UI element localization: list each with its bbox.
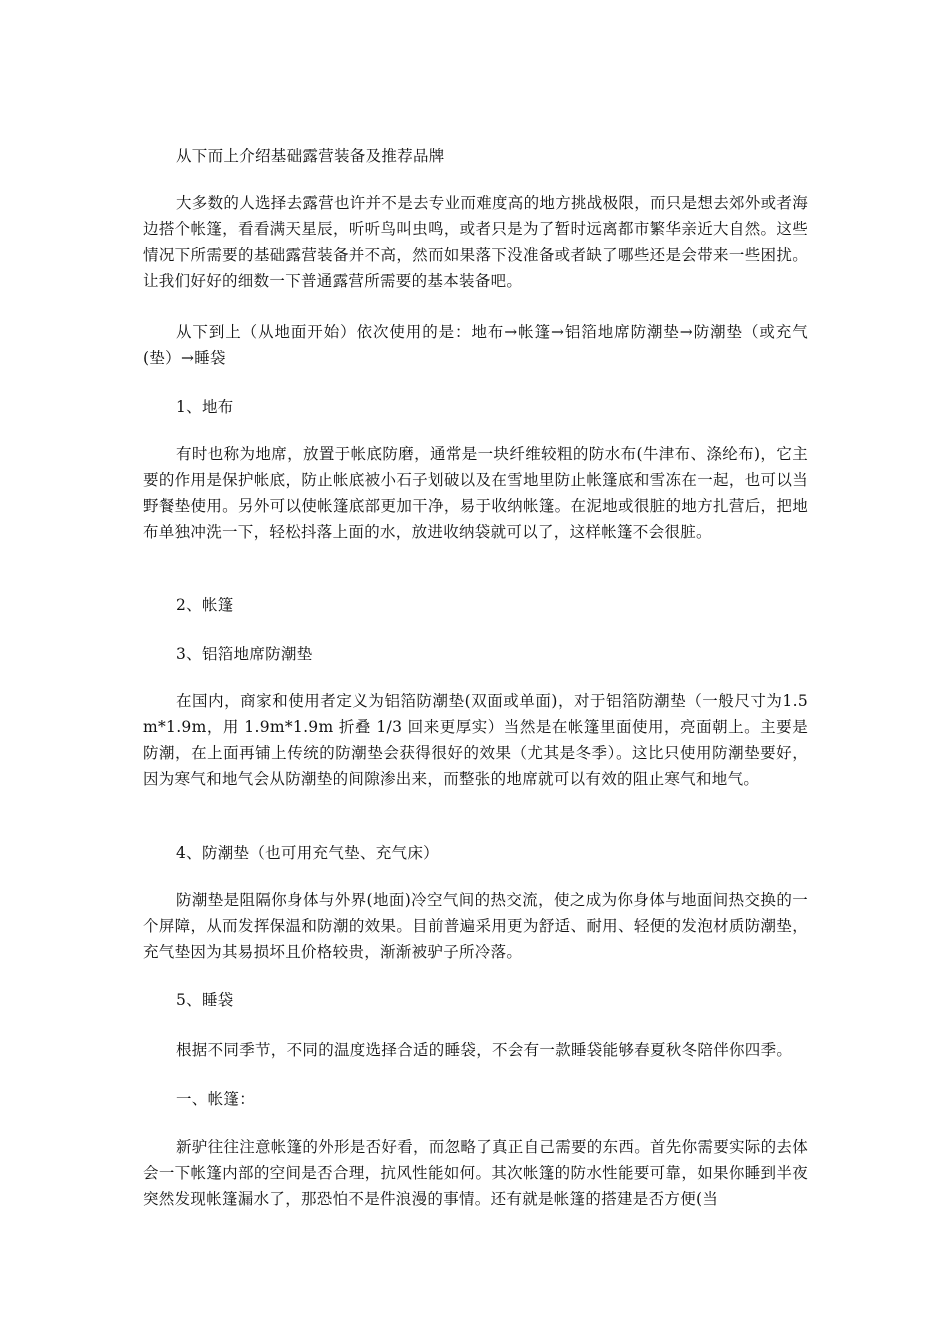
paragraph-moisture-pad: 防潮垫是阻隔你身体与外界(地面)冷空气间的热交流，使之成为你身体与地面间热交换的一个屏障，从而发挥保温和防潮的效果。目前普遍采用更为舒适、耐用、轻便的发泡材质防潮垫，充气垫因为其易损坏且价格较贵，渐渐被驴子所冷落。 xyxy=(143,891,808,961)
heading-tent: 2、帐篷 xyxy=(176,596,234,614)
paragraph-intro: 大多数的人选择去露营也许并不是去专业而难度高的地方挑战极限，而只是想去郊外或者海边搭个帐篷，看看满天星辰，听听鸟叫虫鸣，或者只是为了暂时远离都市繁华亲近大自然。这些情况下所需要的基础露营装备并不高，然而如果落下没准备或者缺了哪些还是会带来一些困扰。让我们好好的细数一下普通露营所需要的基本装备吧。 xyxy=(143,194,809,290)
paragraph-order: 从下到上（从地面开始）依次使用的是：地布→帐篷→铝箔地席防潮垫→防潮垫（或充气(垫）→睡袋 xyxy=(143,323,808,367)
paragraph-sleeping-bag: 根据不同季节，不同的温度选择合适的睡袋，不会有一款睡袋能够春夏秋冬陪伴你四季。 xyxy=(176,1041,793,1059)
document-title: 从下而上介绍基础露营装备及推荐品牌 xyxy=(176,147,445,165)
heading-section-tent: 一、帐篷： xyxy=(176,1090,256,1108)
paragraph-section-tent: 新驴往往注意帐篷的外形是否好看，而忽略了真正自己需要的东西。首先你需要实际的去体会一下帐篷内部的空间是否合理，抗风性能如何。其次帐篷的防水性能要可靠，如果你睡到半夜突然发现帐篷漏水了，那恐怕不是件浪漫的事情。还有就是帐篷的搭建是否方便(当 xyxy=(143,1138,809,1208)
paragraph-ground-cloth: 有时也称为地席，放置于帐底防磨，通常是一块纤维较粗的防水布(牛津布、涤纶布)，它主要的作用是保护帐底，防止帐底被小石子划破以及在雪地里防止帐篷底和雪冻在一起，也可以当野餐垫使用。另外可以使帐篷底部更加干净，易于收纳帐篷。在泥地或很脏的地方扎营后，把地布单独冲洗一下，轻松抖落上面的水，放进收纳袋就可以了，这样帐篷不会很脏。 xyxy=(143,445,808,541)
heading-ground-cloth: 1、地布 xyxy=(176,398,234,416)
heading-sleeping-bag: 5、睡袋 xyxy=(176,991,234,1009)
heading-moisture-pad: 4、防潮垫（也可用充气垫、充气床） xyxy=(176,844,439,862)
heading-foil-mat: 3、铝箔地席防潮垫 xyxy=(176,645,313,663)
paragraph-foil-mat: 在国内，商家和使用者定义为铝箔防潮垫(双面或单面)，对于铝箔防潮垫（一般尺寸为1.5m*1.9m，用 1.9m*1.9m 折叠 1/3 回来更厚实）当然是在帐篷里面使用，亮面朝上。主要是防潮，在上面再铺上传统的防潮垫会获得很好的效果（尤其是冬季）。这比只使用防潮垫要好，因为寒气和地气会从防潮垫的间隙渗出来，而整张的地席就可以有效的阻止寒气和地气。 xyxy=(143,692,808,788)
